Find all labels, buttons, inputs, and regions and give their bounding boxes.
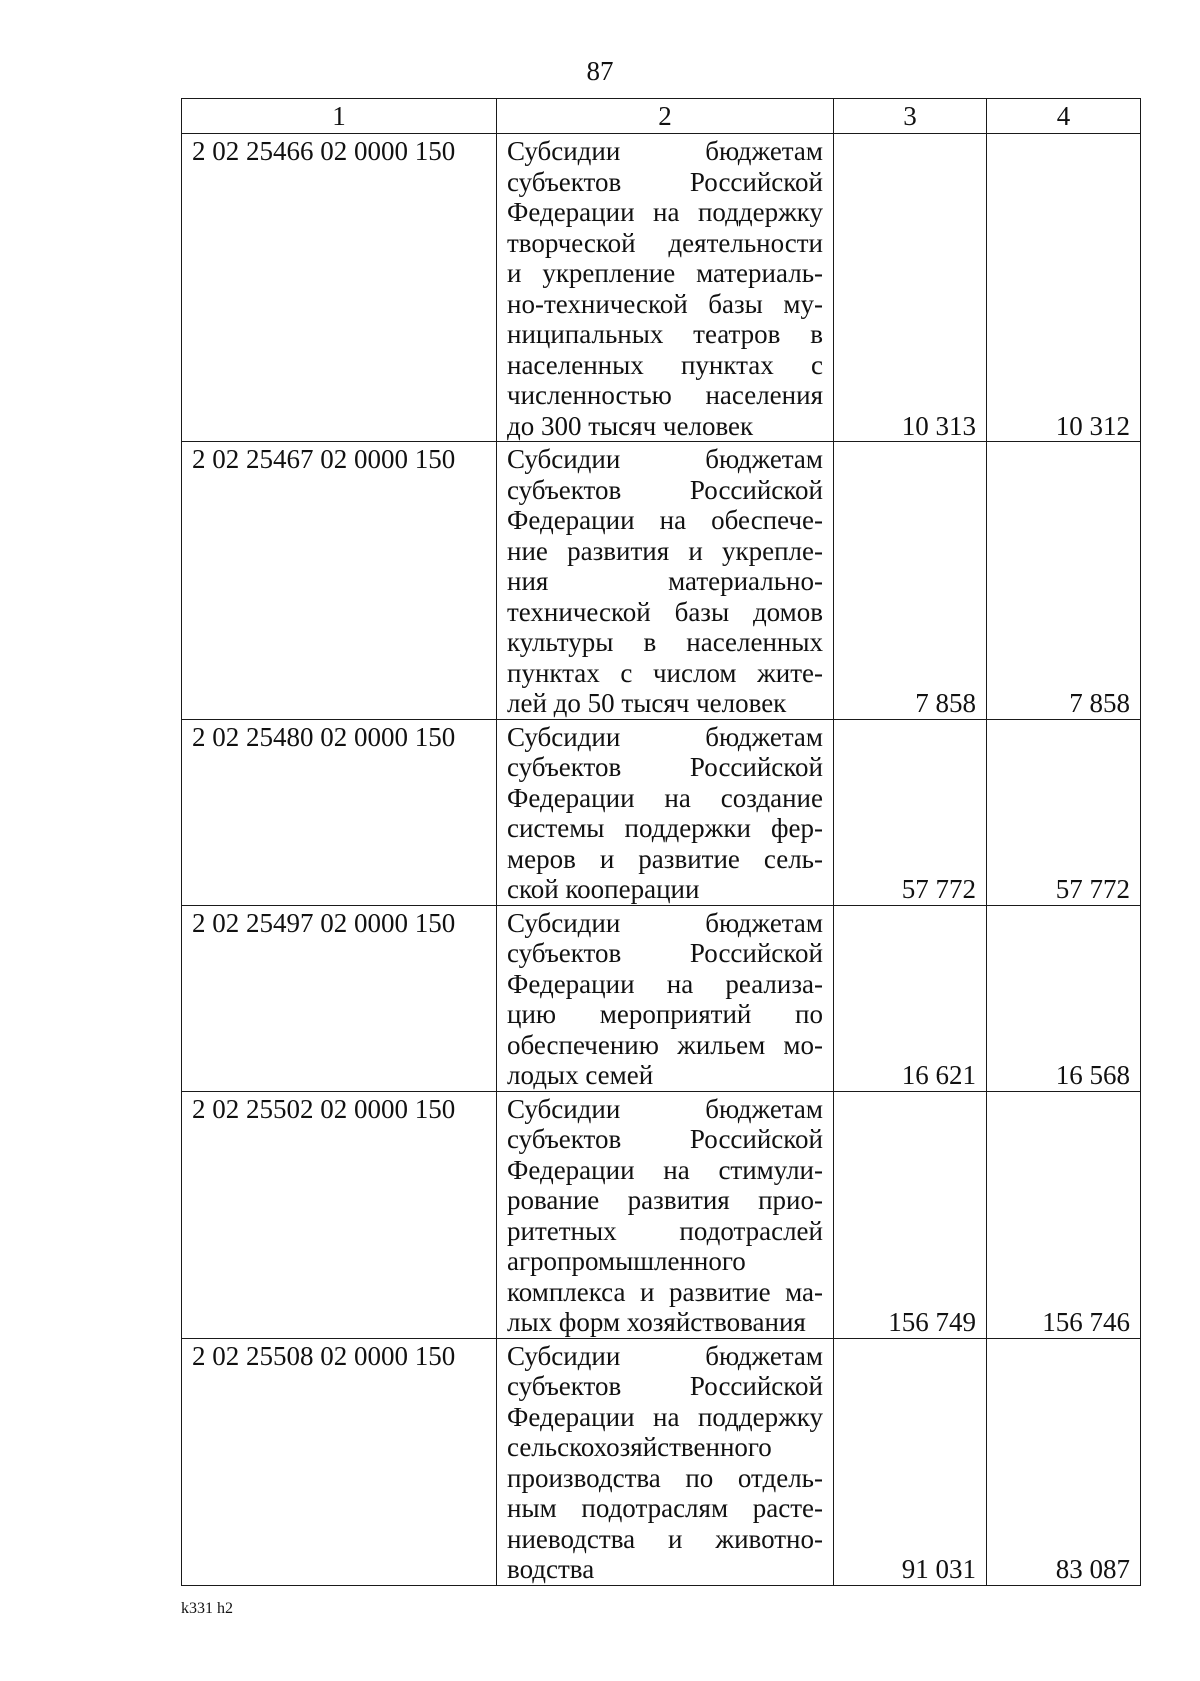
description-line: Федерации на реализа- [507, 968, 823, 999]
description-line: Субсидии бюджетам [507, 444, 823, 474]
description-line: пунктах с числом жите- [507, 657, 823, 688]
footer-mark: k331 h2 [181, 1600, 233, 1617]
table-row [182, 905, 1141, 1091]
description-line: лей до 50 тысяч человек [507, 688, 787, 718]
description-line: агропромышленного [507, 1246, 746, 1276]
description-cell [497, 905, 834, 1091]
column-header-1: 1 [182, 99, 497, 134]
description-line: и укрепление материаль- [507, 258, 823, 288]
description-cell [497, 442, 834, 720]
description-line: Федерации на создание [507, 782, 823, 813]
description-line: субъектов Российской [507, 166, 823, 197]
table-row [182, 719, 1141, 905]
amount-col3-cell: 57 772 [834, 719, 987, 905]
description-line: субъектов Российской [507, 752, 823, 782]
description-line: цию мероприятий по [507, 999, 823, 1029]
amount-col3-cell: 91 031 [834, 1338, 987, 1585]
description-line: производства по отдель- [507, 1462, 823, 1493]
code-cell: 2 02 25502 02 0000 150 [182, 1091, 497, 1338]
amount-col3-cell: 7 858 [834, 442, 987, 720]
description-line: субъектов Российской [507, 474, 823, 505]
description-line: субъектов Российской [507, 1124, 823, 1154]
column-header-3: 3 [834, 99, 987, 134]
description-line: ным подотраслям расте- [507, 1493, 823, 1523]
amount-col4-cell: 7 858 [987, 442, 1141, 720]
code-cell: 2 02 25480 02 0000 150 [182, 719, 497, 905]
description-cell [497, 134, 834, 442]
description-line: Федерации на стимули- [507, 1154, 823, 1185]
table-row [182, 134, 1141, 442]
description-line: лых форм хозяйствования [507, 1307, 806, 1337]
description-line: водства [507, 1554, 595, 1584]
table-row [182, 442, 1141, 720]
amount-col3-cell: 16 621 [834, 905, 987, 1091]
code-cell: 2 02 25508 02 0000 150 [182, 1338, 497, 1585]
description-cell [497, 719, 834, 905]
description-line: ние развития и укрепле- [507, 535, 823, 566]
description-line: до 300 тысяч человек [507, 410, 754, 441]
description-line: Федерации на обеспече- [507, 505, 823, 535]
table-body [182, 134, 1141, 1586]
amount-col3-cell: 156 749 [834, 1091, 987, 1338]
column-header-2: 2 [497, 99, 834, 134]
header-row [182, 99, 1141, 134]
description-cell [497, 1338, 834, 1585]
code-cell: 2 02 25466 02 0000 150 [182, 134, 497, 442]
description-line: меров и развитие сель- [507, 843, 823, 874]
amount-col3-cell: 10 313 [834, 134, 987, 442]
amount-col4-cell: 156 746 [987, 1091, 1141, 1338]
code-cell: 2 02 25467 02 0000 150 [182, 442, 497, 720]
description-line: Субсидии бюджетам [507, 136, 823, 166]
description-line: Субсидии бюджетам [507, 907, 823, 938]
description-line: Субсидии бюджетам [507, 721, 823, 752]
description-line: ниеводства и животно- [507, 1523, 823, 1554]
amount-col4-cell: 57 772 [987, 719, 1141, 905]
table-row [182, 1338, 1141, 1585]
description-line: Федерации на поддержку [507, 1401, 823, 1432]
description-line: обеспечению жильем мо- [507, 1029, 823, 1060]
amount-col4-cell: 16 568 [987, 905, 1141, 1091]
description-line: творческой деятельности [507, 227, 823, 258]
description-line: субъектов Российской [507, 1371, 823, 1401]
code-cell: 2 02 25497 02 0000 150 [182, 905, 497, 1091]
description-line: лодых семей [507, 1060, 654, 1090]
description-line: комплекса и развитие ма- [507, 1276, 823, 1307]
description-line: рование развития прио- [507, 1185, 823, 1215]
page-number: 87 [586, 56, 614, 86]
description-line: численностью населения [507, 380, 823, 410]
description-line: ской кооперации [507, 874, 700, 904]
budget-table [181, 98, 1141, 1586]
description-line: культуры в населенных [507, 627, 823, 657]
description-line: населенных пунктах с [507, 349, 823, 380]
amount-col4-cell: 83 087 [987, 1338, 1141, 1585]
description-line: Субсидии бюджетам [507, 1340, 823, 1371]
description-cell [497, 1091, 834, 1338]
description-line: субъектов Российской [507, 938, 823, 968]
description-line: Федерации на поддержку [507, 197, 823, 227]
description-line: но-технической базы му- [507, 288, 823, 319]
table-row [182, 1091, 1141, 1338]
description-line: ния материально- [507, 566, 823, 596]
description-line: ритетных подотраслей [507, 1215, 823, 1246]
amount-col4-cell: 10 312 [987, 134, 1141, 442]
description-line: системы поддержки фер- [507, 813, 823, 843]
description-line: Субсидии бюджетам [507, 1093, 823, 1124]
description-line: сельскохозяйственного [507, 1432, 772, 1462]
description-line: технической базы домов [507, 596, 823, 627]
column-header-4: 4 [987, 99, 1141, 134]
description-line: ниципальных театров в [507, 319, 823, 349]
